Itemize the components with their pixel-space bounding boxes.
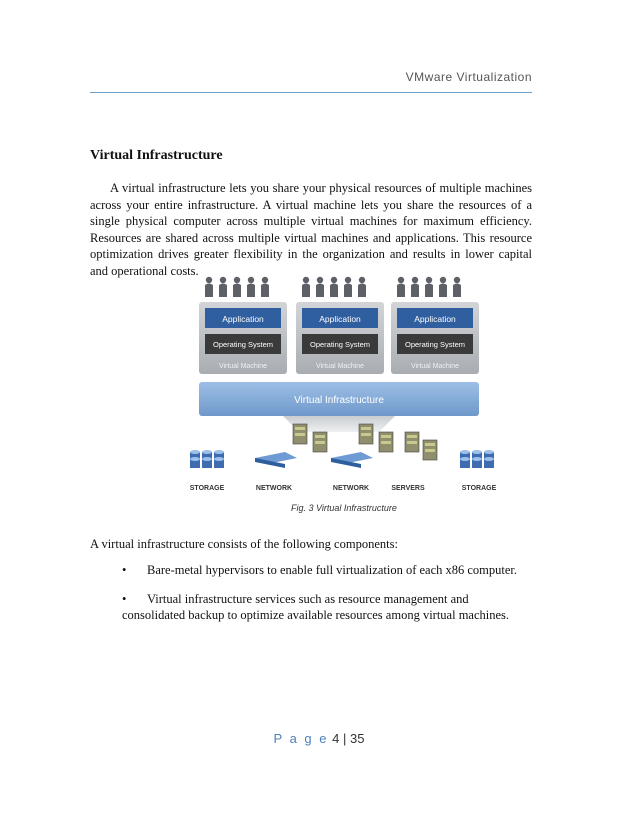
storage-disk-top [202,457,212,461]
person-icon [317,277,323,283]
section-paragraph: A virtual infrastructure lets you share your physical resources of multiple machines across your entire infrastructure. A virtual machine lets you share the resources of a single physical computer across multiple virtual machines for maximum efficiency. Resources are shared across multiple virtual machines and applications. This resource optimization drives greater flexibility in the organization and results in lower capital and operational costs. [90,181,532,278]
components-list [122,562,532,636]
person-body-icon [411,284,419,298]
person-icon [412,277,418,283]
virtual-machine-group [199,302,479,374]
storage-disk-top [484,457,494,461]
person-body-icon [344,284,352,298]
person-icon [426,277,432,283]
storage-disk-top [472,450,482,454]
hardware-label: STORAGE [461,485,497,492]
storage-disk-top [460,457,470,461]
person-body-icon [316,284,324,298]
hardware-label-group [190,485,497,492]
virtual-machine-label: Virtual Machine [218,363,268,370]
person-body-icon [439,284,447,298]
virtual-machine-label: Virtual Machine [315,363,365,370]
person-body-icon [302,284,310,298]
person-body-icon [330,284,338,298]
person-icon [398,277,404,283]
list-item-text: Virtual infrastructure services such as resource management and consolidated backup to optimize available resources among virtual machines. [122,592,510,622]
person-icon [206,277,212,283]
page-number: 4 [332,731,340,746]
person-body-icon [205,284,213,298]
virtual-infrastructure-diagram [183,272,503,497]
hardware-label: NETWORK [332,485,370,492]
storage-disk-top [190,450,200,454]
storage-disk-top [472,457,482,461]
storage-disk-top [460,450,470,454]
list-item [122,591,532,623]
person-body-icon [219,284,227,298]
hardware-label: SERVERS [391,485,425,492]
hardware-label: NETWORK [255,485,293,492]
person-icon [234,277,240,283]
operating-system-label: Operating System [404,340,466,349]
person-body-icon [453,284,461,298]
server-bay [315,441,325,444]
server-bay [315,435,325,438]
server-bay [295,427,305,430]
list-item [122,562,532,578]
person-icon [440,277,446,283]
hardware-label: STORAGE [189,485,225,492]
page-label: P a g e [273,731,329,746]
person-icon [454,277,460,283]
server-bay [361,427,371,430]
person-body-icon [233,284,241,298]
person-body-icon [247,284,255,298]
page-footer [0,731,638,746]
person-icon [303,277,309,283]
application-label: Application [319,314,361,324]
operating-system-label: Operating System [309,340,371,349]
server-bay [381,435,391,438]
person-body-icon [261,284,269,298]
virtual-machine-label: Virtual Machine [410,363,460,370]
server-bay [361,433,371,436]
total-pages: 35 [350,731,365,746]
users-icon-group [205,277,461,297]
page-separator: | [342,731,347,746]
person-body-icon [358,284,366,298]
person-body-icon [425,284,433,298]
storage-disk-top [214,457,224,461]
virtual-infrastructure-label: Virtual Infrastructure [294,395,384,406]
storage-disk-top [190,457,200,461]
figure-caption: Fig. 3 Virtual Infrastructure [291,503,397,513]
server-bay [407,435,417,438]
list-item-text: Bare-metal hypervisors to enable full virtualization of each x86 computer. [147,563,518,577]
person-icon [345,277,351,283]
components-intro: A virtual infrastructure consists of the following components: [90,537,398,551]
person-icon [331,277,337,283]
application-label: Application [222,314,264,324]
person-icon [248,277,254,283]
header-rule [90,92,532,93]
server-bay [425,443,435,446]
operating-system-label: Operating System [212,340,274,349]
server-bay [407,441,417,444]
server-bay [295,433,305,436]
person-icon [220,277,226,283]
server-bay [381,441,391,444]
bullet-mark: • [122,563,127,577]
person-icon [262,277,268,283]
person-icon [359,277,365,283]
storage-disk-top [214,450,224,454]
server-bay [425,449,435,452]
running-header: VMware Virtualization [405,70,532,84]
bullet-mark: • [122,592,127,606]
storage-disk-top [484,450,494,454]
application-label: Application [414,314,456,324]
section-heading: Virtual Infrastructure [90,148,223,163]
storage-disk-top [202,450,212,454]
person-body-icon [397,284,405,298]
